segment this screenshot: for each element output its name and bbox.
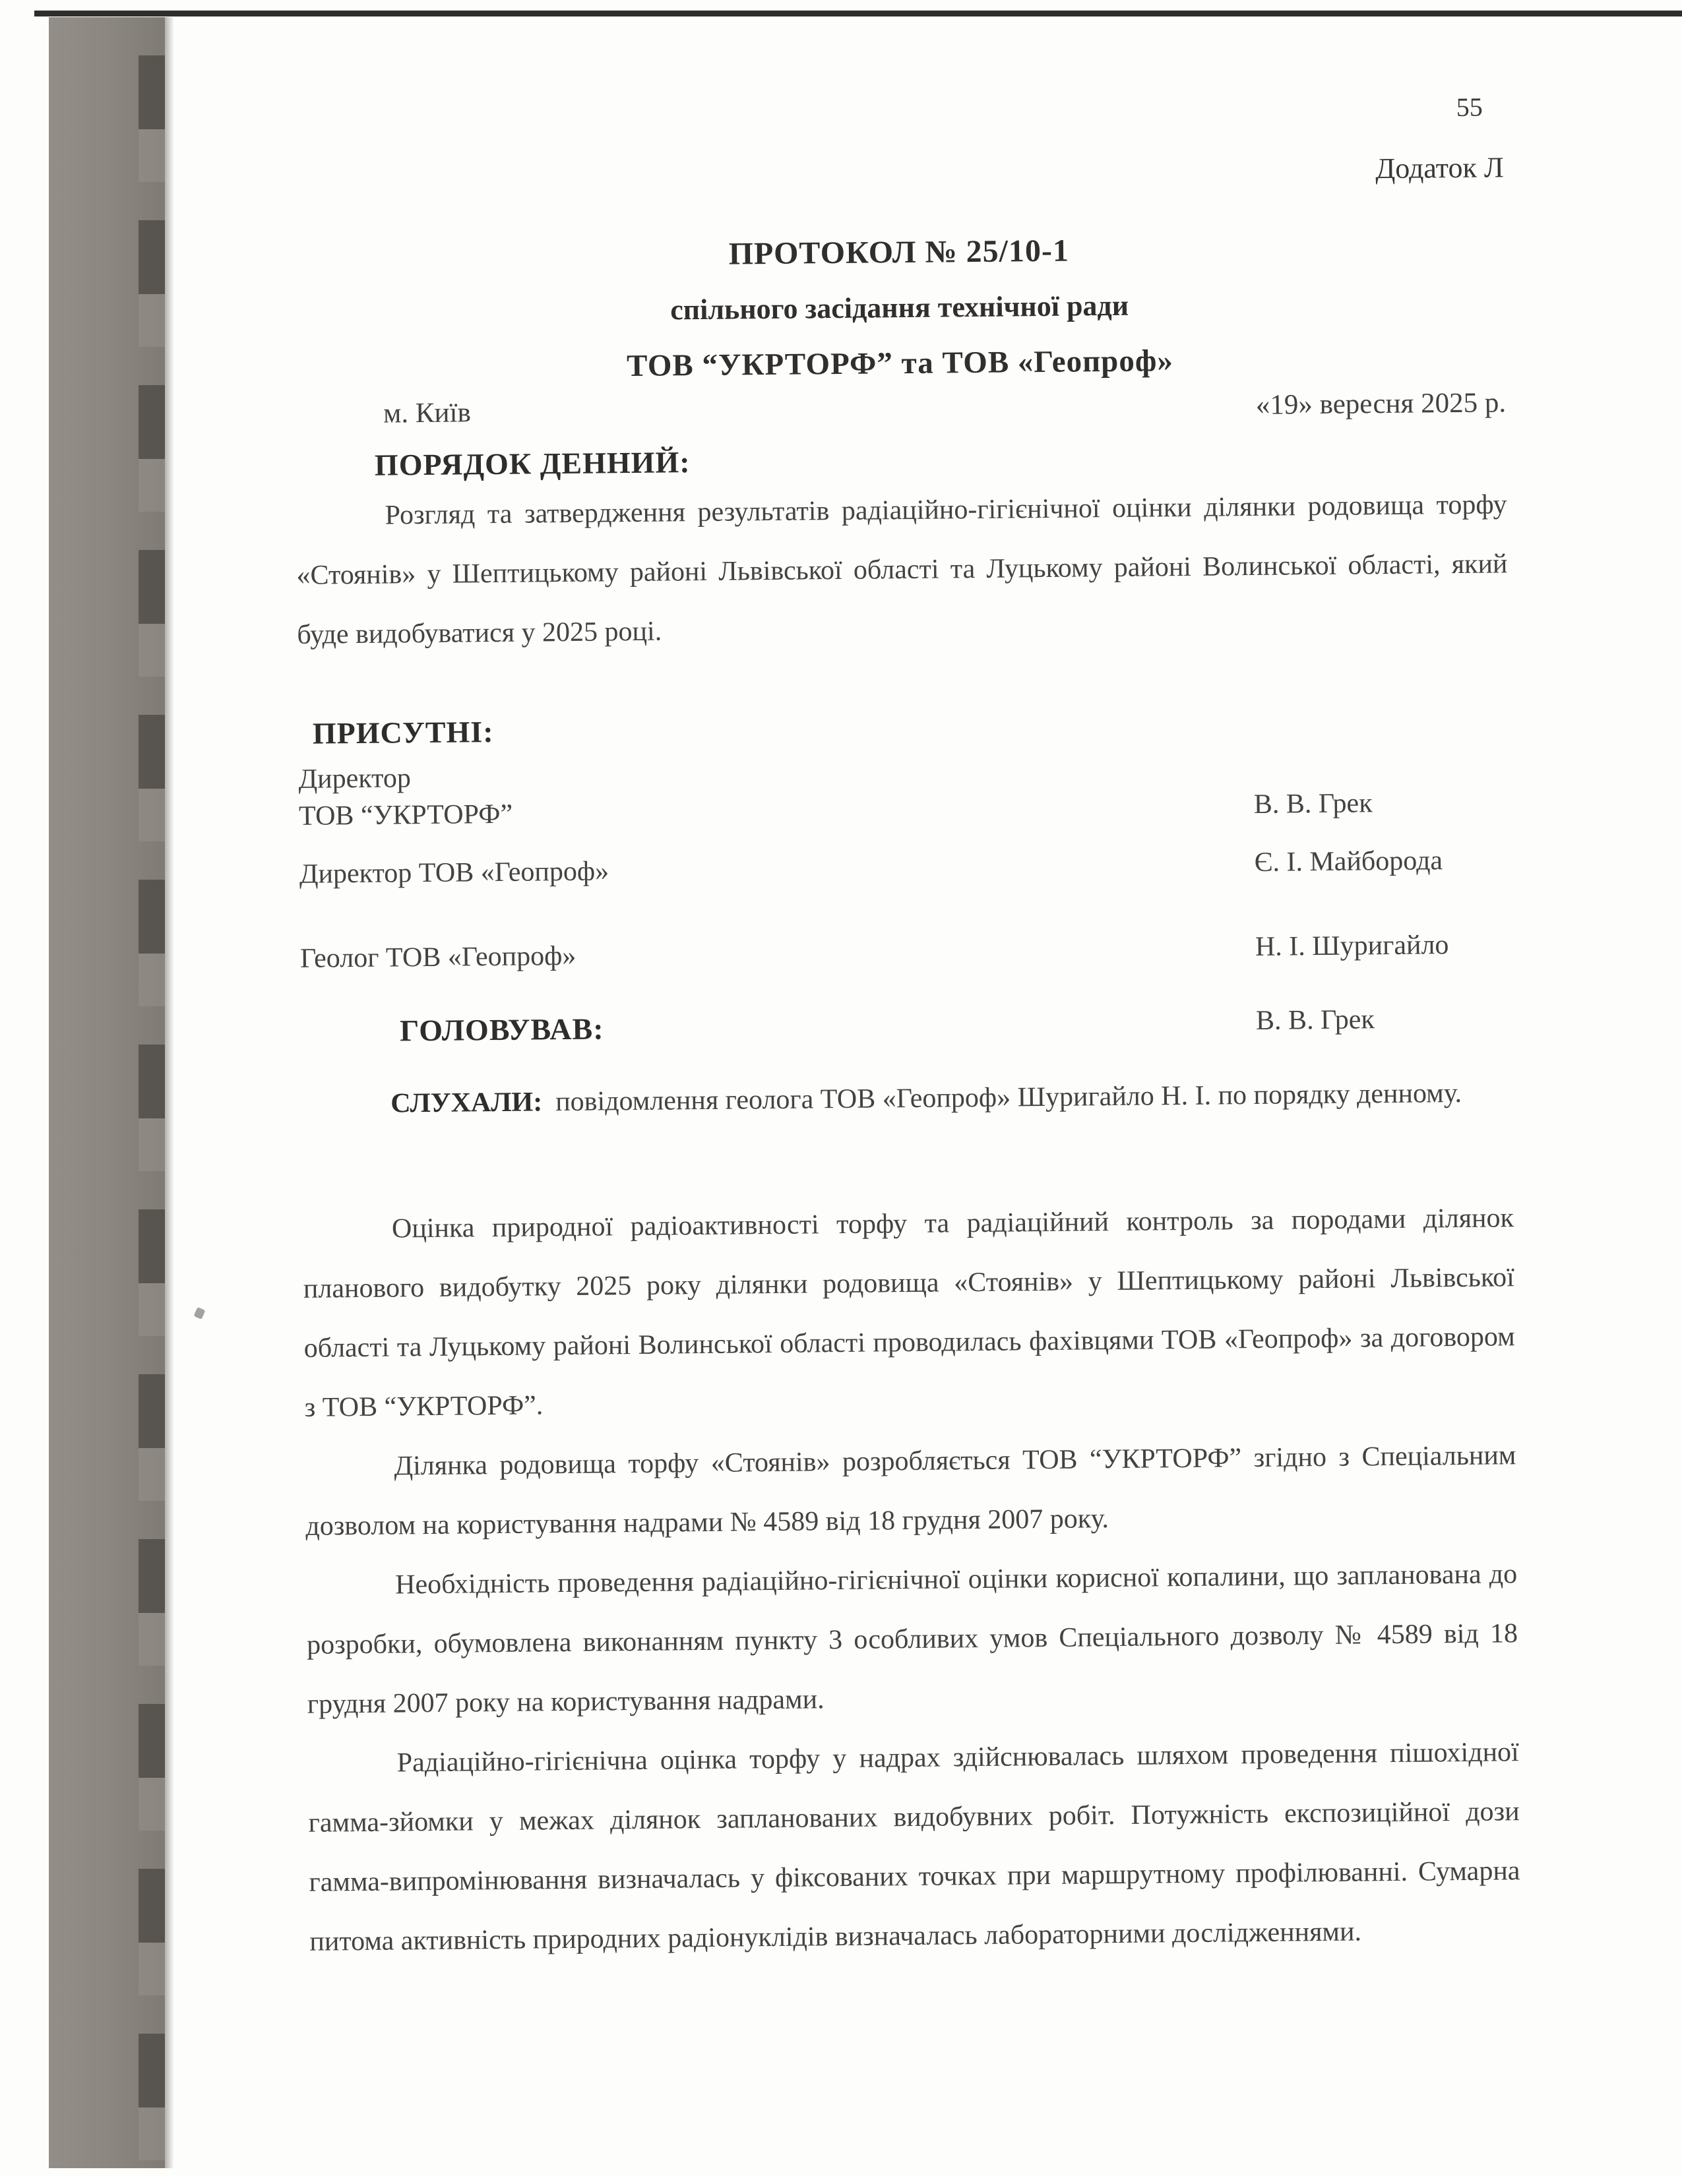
- body-paragraph: Ділянка родовища торфу «Стоянів» розробляється ТОВ “УКРТОРФ” згідно з Спеціальним дозволом на користування надрами № 4589 від 18 грудня 2007 року.: [305, 1440, 1516, 1542]
- attendee-role: Геолог ТОВ «Геопроф»: [299, 940, 576, 974]
- attendee-name: В. В. Грек: [1253, 788, 1373, 820]
- agenda-text: Розгляд та затвердження результатів радіаційно-гігієнічної оцінки ділянки родовища торфу «Стоянів» у Шептицькому районі Львівської області та Луцькому районі Волинської області, який буде видобуватися у 2025 році.: [296, 489, 1508, 650]
- chair-name: В. В. Грек: [1255, 1004, 1375, 1036]
- heard-text: повідомлення геолога ТОВ «Геопроф» Шуригайло Н. І. по порядку денному.: [555, 1077, 1462, 1118]
- document-title: [293, 219, 1505, 397]
- body-paragraph: Радіаційно-гігієнічна оцінка торфу у надрах здійснювалась шляхом проведення пішохідної гамма-зйомки у межах ділянок запланованих видобувних робіт. Потужність експозиційної дози гамма-випромінювання визначалась у фіксованих точках при маршрутному профілюванні. Сумарна питома активність природних радіонуклідів визначалась лабораторними дослідженнями.: [308, 1737, 1520, 1957]
- attendee-role: Директор ТОВ “УКРТОРФ”: [298, 763, 513, 832]
- attendee-row: [300, 928, 1511, 977]
- attendee-row: [298, 749, 1510, 835]
- chair-label: ГОЛОВУВАВ:: [399, 1012, 604, 1048]
- date-label: «19» вересня 2025 р.: [1255, 387, 1507, 421]
- heard-label: СЛУХАЛИ:: [390, 1087, 543, 1119]
- city-label: м. Київ: [383, 397, 472, 429]
- agenda-heading: ПОРЯДОК ДЕННИЙ:: [374, 445, 691, 482]
- attendee-row: [299, 844, 1511, 893]
- protocol-number-title: ПРОТОКОЛ № 25/10-1: [728, 233, 1070, 272]
- page-number: 55: [1456, 92, 1483, 122]
- attendee-role: Директор ТОВ «Геопроф»: [299, 856, 609, 890]
- attendee-name: Є. І. Майборода: [1254, 845, 1443, 878]
- annex-label: Додаток Л: [1375, 151, 1504, 185]
- chair-row: [301, 1002, 1512, 1049]
- attendee-name: Н. І. Шуригайло: [1255, 930, 1449, 962]
- attendees-heading: ПРИСУТНІ:: [312, 715, 494, 750]
- body-paragraph: Оцінка природної радіоактивності торфу та радіаційний контроль за породами ділянок планового видобутку 2025 року ділянки родовища «Стоянів» у Шептицькому районі Львівської області та Луцькому районі Волинської області проводилась фахівцями ТОВ «Геопроф» за договором з ТОВ “УКРТОРФ”.: [303, 1203, 1515, 1423]
- body-paragraph: Необхідність проведення радіаційно-гігієнічної оцінки корисної копалини, що запланована до розробки, обумовлена виконанням пункту 3 особливих умов Спеціального дозволу № 4589 від 18 грудня 2007 року на користування надрами.: [306, 1559, 1518, 1720]
- title-subtitle: спільного засідання технічної ради: [670, 289, 1129, 326]
- heard-paragraph: [301, 1063, 1513, 1134]
- title-companies: ТОВ “УКРТОРФ” та ТОВ «Геопроф»: [626, 344, 1174, 384]
